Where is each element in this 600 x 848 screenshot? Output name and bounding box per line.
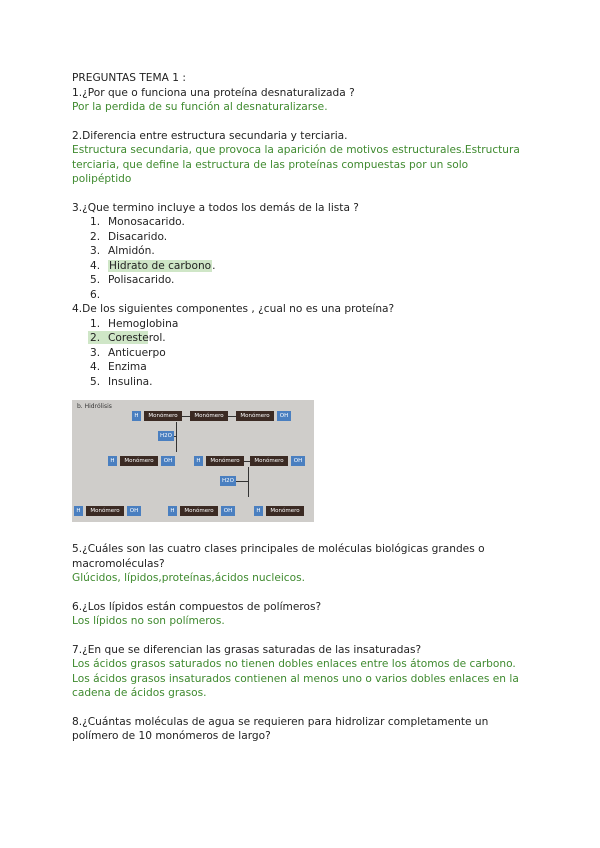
- document-page: [72, 71, 542, 389]
- question-3-options: [72, 215, 542, 302]
- monomer-box: Monómero: [144, 411, 182, 421]
- h-label: H: [254, 506, 263, 516]
- answer-2: Estructura secundaria, que provoca la aparición de motivos estructurales.Estructura terciaria, que define la estructura de las proteínas compuestas por un solo polipéptido: [72, 144, 520, 185]
- oh-label: OH: [161, 456, 175, 466]
- monomer-box: Monómero: [180, 506, 218, 516]
- monomer-box: Monómero: [206, 456, 244, 466]
- list-item: 1. Monosacarido.: [90, 216, 185, 228]
- question-5: 5.¿Cuáles son las cuatro clases principales de moléculas biológicas grandes o macromoléculas?: [72, 543, 485, 570]
- list-item: 2. Coresterol.: [90, 332, 166, 344]
- question-6: 6.¿Los lípidos están compuestos de polímeros?: [72, 600, 322, 613]
- list-item: 4. Enzima: [90, 361, 147, 373]
- question-4: 4.De los siguientes componentes , ¿cual no es una proteína?: [72, 303, 395, 315]
- list-item: 5. Polisacarido.: [90, 274, 175, 286]
- highlighted-answer: Hidrato de carbono: [109, 259, 212, 272]
- list-item: 3. Almidón.: [90, 245, 155, 257]
- hydrolysis-diagram: [72, 400, 314, 522]
- monomer-box: Monómero: [250, 456, 288, 466]
- document-title: PREGUNTAS TEMA 1 :: [72, 72, 186, 84]
- question-8: 8.¿Cuántas moléculas de agua se requieren para hidrolizar completamente un polímero de 10 monómeros de largo?: [72, 715, 489, 742]
- question-4-options: [72, 317, 542, 390]
- answer-5: Glúcidos, lípidos,proteínas,ácidos nucleicos.: [72, 572, 305, 584]
- list-item: 2. Disacarido.: [90, 230, 168, 243]
- list-item: 1. Hemoglobina: [90, 317, 179, 330]
- monomer-box: Monómero: [236, 411, 274, 421]
- oh-label: OH: [291, 456, 305, 466]
- list-item: 3. Anticuerpo: [90, 346, 166, 359]
- water-label: H2O: [158, 431, 174, 441]
- document-page-lower: [72, 542, 542, 744]
- water-label: H2O: [220, 476, 236, 486]
- h-label: H: [108, 456, 117, 466]
- oh-label: OH: [221, 506, 235, 516]
- question-3: 3.¿Que termino incluye a todos los demás de la lista ?: [72, 201, 359, 214]
- diagram-title: b. Hidrólisis: [77, 403, 112, 410]
- monomer-box: Monómero: [190, 411, 228, 421]
- monomer-box: Monómero: [120, 456, 158, 466]
- list-item: 6.: [90, 288, 101, 301]
- highlighted-answer: Coresterol.: [108, 332, 166, 344]
- question-2: 2.Diferencia entre estructura secundaria y terciaria.: [72, 129, 348, 142]
- h-label: H: [74, 506, 83, 516]
- h-label: H: [194, 456, 203, 466]
- answer-7: Los ácidos grasos saturados no tienen dobles enlaces entre los átomos de carbono. Los ácidos grasos insaturados contienen al menos uno o varios dobles enlaces en la cadena de ácidos grasos.: [72, 658, 519, 699]
- monomer-box: Monómero: [86, 506, 124, 516]
- oh-label: OH: [277, 411, 291, 421]
- oh-label: OH: [127, 506, 141, 516]
- question-7: 7.¿En que se diferencian las grasas saturadas de las insaturadas?: [72, 643, 422, 656]
- list-item: 4. Hidrato de carbono.: [90, 259, 216, 272]
- question-1: 1.¿Por que o funciona una proteína desnaturalizada ?: [72, 86, 355, 99]
- h-label: H: [132, 411, 141, 421]
- monomer-box: Monómero: [266, 506, 304, 516]
- list-item: 5. Insulina.: [90, 375, 153, 388]
- answer-6: Los lípidos no son polímeros.: [72, 615, 225, 627]
- answer-1: Por la perdida de su función al desnaturalizarse.: [72, 101, 328, 113]
- h-label: H: [168, 506, 177, 516]
